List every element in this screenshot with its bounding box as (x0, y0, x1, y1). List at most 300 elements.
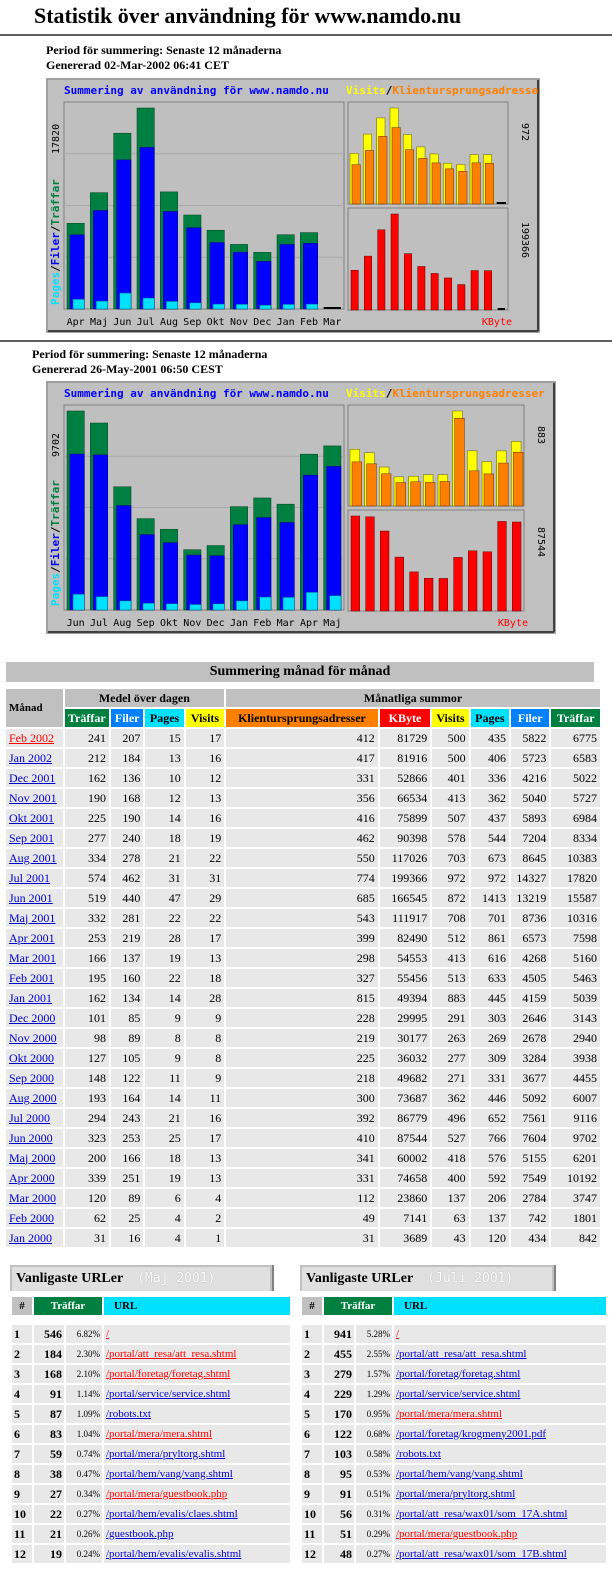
url-link[interactable]: /portal/mera/guestbook.php (106, 1487, 228, 1500)
month-cell (6, 989, 63, 1007)
bar-sites (485, 163, 493, 204)
hits-cell: 91 (34, 1385, 64, 1403)
top-urls-body (12, 1317, 290, 1563)
url-link[interactable]: /portal/hem/vang/vang.shtml (396, 1467, 523, 1480)
top-urls-tab[interactable] (300, 1265, 554, 1291)
bar-files (257, 261, 271, 309)
left-legend (49, 480, 62, 606)
chart-title: Summering av användning för www.namdo.nu (64, 84, 329, 97)
month-cell (6, 789, 63, 807)
table-cell: 331 (226, 1169, 378, 1187)
x-tick-label: Dec (206, 618, 225, 629)
month-link[interactable]: Jan 2002 (9, 750, 52, 765)
col-header-visits: Visits (186, 709, 224, 727)
month-link[interactable]: Dec 2000 (9, 1010, 56, 1025)
url-link[interactable]: /guestbook.php (106, 1527, 174, 1540)
month-link[interactable]: Maj 2001 (9, 910, 56, 925)
percent-cell: 0.68% (356, 1425, 392, 1443)
bar-kbyte (351, 270, 358, 310)
url-link[interactable]: /robots.txt (396, 1447, 441, 1460)
table-cell: 22 (186, 849, 224, 867)
month-link[interactable]: Sep 2000 (9, 1070, 54, 1085)
table-cell: 263 (432, 1029, 468, 1047)
top-urls-title: Vanligaste URLer (16, 1271, 124, 1286)
percent-cell: 0.53% (356, 1465, 392, 1483)
bar-sites (419, 158, 427, 204)
spacer-cell (66, 1317, 102, 1323)
percent-cell: 1.57% (356, 1365, 392, 1383)
bar-pages (213, 304, 224, 309)
table-cell: 18 (145, 829, 183, 847)
month-link[interactable]: Okt 2000 (9, 1050, 54, 1065)
hits-cell: 21 (34, 1525, 64, 1543)
hits-cell: 38 (34, 1465, 64, 1483)
table-cell: 6573 (511, 929, 549, 947)
url-link[interactable]: /portal/hem/vang/vang.shtml (106, 1467, 233, 1480)
table-cell: 30177 (380, 1029, 431, 1047)
bar-sites (405, 150, 413, 204)
table-cell: 500 (432, 749, 468, 767)
hits-cell: 59 (34, 1445, 64, 1463)
visits-max-label: 883 (535, 425, 546, 445)
month-cell (6, 1109, 63, 1127)
url-link[interactable]: /portal/mera/mera.shtml (396, 1407, 502, 1420)
bar-pages (73, 299, 84, 309)
table-row (6, 1129, 600, 1147)
kbyte-max-label: 87544 (535, 526, 546, 558)
table-cell: 55456 (380, 969, 431, 987)
x-tick-label: Dec (253, 317, 272, 328)
table-row (302, 1465, 606, 1483)
spacer-cell (104, 1317, 290, 1323)
table-cell: 18 (145, 1149, 183, 1167)
url-link[interactable]: /portal/foretag/foretag.shtml (106, 1367, 231, 1380)
url-link[interactable]: /portal/mera/guestbook.php (396, 1527, 518, 1540)
url-link[interactable]: /portal/hem/evalis/claes.shtml (106, 1507, 238, 1520)
table-cell: 11 (186, 1089, 224, 1107)
percent-cell: 0.27% (356, 1545, 392, 1563)
spacer-cell (324, 1317, 354, 1323)
table-cell: 28 (186, 989, 224, 1007)
url-link[interactable]: /portal/service/service.shtml (396, 1387, 521, 1400)
bar-pages (190, 303, 201, 309)
table-cell: 36032 (380, 1049, 431, 1067)
col-header-url: URL (104, 1297, 290, 1315)
rank-cell: 7 (302, 1445, 322, 1463)
table-cell: 19 (145, 949, 183, 967)
month-link[interactable]: Okt 2001 (9, 810, 54, 825)
spacer-row (302, 1317, 606, 1323)
hits-cell: 455 (324, 1345, 354, 1363)
month-cell (6, 849, 63, 867)
table-row (6, 1229, 600, 1247)
table-cell: 63 (432, 1209, 468, 1227)
bar-files (93, 210, 107, 309)
table-cell: 300 (226, 1089, 378, 1107)
bar-kbyte (380, 531, 389, 611)
rank-cell: 7 (12, 1445, 32, 1463)
x-tick-label: Apr (66, 317, 85, 328)
percent-cell: 0.27% (66, 1505, 102, 1523)
table-cell: 17 (186, 929, 224, 947)
url-cell (394, 1445, 606, 1463)
url-link[interactable]: / (106, 1327, 110, 1340)
table-cell: 685 (226, 889, 378, 907)
table-row (12, 1425, 290, 1443)
table-cell: 496 (432, 1109, 468, 1127)
group-avg-header: Medel över dagen (65, 689, 225, 707)
url-link[interactable]: /portal/foretag/foretag.shtml (396, 1367, 521, 1380)
table-cell: 4 (145, 1229, 183, 1247)
bar-pages (143, 298, 154, 309)
left-legend-item: Pages (49, 271, 62, 305)
table-cell: 5092 (511, 1089, 549, 1107)
table-cell: 401 (432, 769, 468, 787)
month-link[interactable]: Feb 2001 (9, 970, 54, 985)
generated-line: Genererad 02-Mar-2002 06:41 CET (46, 58, 229, 72)
hits-cell: 27 (34, 1485, 64, 1503)
table-cell: 500 (432, 729, 468, 747)
kbyte-max-label: 199366 (519, 221, 530, 259)
table-cell: 277 (432, 1049, 468, 1067)
table-cell: 31 (226, 1229, 378, 1247)
table-cell: 1413 (471, 889, 509, 907)
table-cell: 13219 (511, 889, 549, 907)
table-cell: 120 (471, 1229, 509, 1247)
url-link[interactable]: /portal/att_resa/wax01/som_17B.shtml (396, 1547, 567, 1560)
table-cell: 31 (186, 869, 224, 887)
month-link[interactable]: Jul 2001 (9, 870, 51, 885)
table-cell: 362 (471, 789, 509, 807)
table-cell: 212 (65, 749, 109, 767)
table-cell: 73687 (380, 1089, 431, 1107)
url-link[interactable]: /portal/att_resa/att_resa.shtml (396, 1347, 527, 1360)
x-tick-label: Feb (299, 317, 319, 328)
bar-files (117, 506, 131, 610)
table-cell: 872 (432, 889, 468, 907)
bar-pages (96, 301, 107, 309)
hits-cell: 19 (34, 1545, 64, 1563)
x-tick-label: Jan (276, 317, 295, 328)
bar-pages (260, 305, 271, 309)
url-link[interactable]: /portal/foretag/krogmeny2001.pdf (396, 1427, 546, 1440)
table-cell: 883 (432, 989, 468, 1007)
url-cell (394, 1545, 606, 1563)
bar-files (233, 252, 247, 309)
table-cell: 66534 (380, 789, 431, 807)
rank-cell: 4 (302, 1385, 322, 1403)
top-urls-tab[interactable] (10, 1265, 272, 1291)
table-row (6, 829, 600, 847)
table-cell: 2 (186, 1209, 224, 1227)
bar-pages (190, 604, 201, 610)
top-urls-period: (Maj 2001) (137, 1271, 216, 1286)
table-cell: 972 (432, 869, 468, 887)
period-line: Period för summering: Senaste 12 månaderna (46, 43, 282, 57)
percent-cell: 2.55% (356, 1345, 392, 1363)
rank-cell: 9 (302, 1485, 322, 1503)
month-cell (6, 769, 63, 787)
hits-cell: 103 (324, 1445, 354, 1463)
table-row (6, 869, 600, 887)
month-link[interactable]: Jun 2001 (9, 890, 53, 905)
month-link[interactable]: Maj 2000 (9, 1150, 56, 1165)
table-row (6, 749, 600, 767)
table-cell: 9 (145, 1049, 183, 1067)
table-cell: 703 (432, 849, 468, 867)
table-row (12, 1365, 290, 1383)
rank-cell: 2 (302, 1345, 322, 1363)
url-link[interactable]: /portal/att_resa/att_resa.shtml (106, 1347, 237, 1360)
table-row (302, 1405, 606, 1423)
month-link[interactable]: Feb 2002 (9, 730, 54, 745)
table-cell: 219 (226, 1029, 378, 1047)
col-header-rank: # (12, 1297, 32, 1315)
page-title: Statistik över användning för www.namdo.nu (34, 3, 462, 28)
x-tick-label: Mar (276, 618, 295, 629)
month-link[interactable]: Dec 2001 (9, 770, 56, 785)
bar-kbyte (351, 516, 360, 611)
month-link[interactable]: Mar 2000 (9, 1190, 56, 1205)
col-header-files: Filer (511, 709, 549, 727)
col-header-visits: Visits (432, 709, 468, 727)
legend-separator: / (385, 84, 393, 97)
month-link[interactable]: Jan 2001 (9, 990, 52, 1005)
table-cell: 21 (145, 1109, 183, 1127)
col-month-header: Månad (6, 689, 63, 727)
url-link[interactable]: /portal/mera/mera.shtml (106, 1427, 212, 1440)
bar-sites (440, 481, 450, 506)
table-cell: 219 (111, 929, 143, 947)
table-row (6, 1069, 600, 1087)
percent-cell: 0.47% (66, 1465, 102, 1483)
table-cell: 410 (226, 1129, 378, 1147)
x-tick-label: Jun (66, 618, 85, 629)
top-urls-title: Vanligaste URLer (306, 1271, 414, 1286)
month-link[interactable]: Nov 2001 (9, 790, 57, 805)
table-cell: 17820 (551, 869, 600, 887)
left-max-label: 17820 (51, 123, 62, 154)
table-cell: 6007 (551, 1089, 600, 1107)
url-cell (104, 1385, 290, 1403)
url-cell (394, 1405, 606, 1423)
month-cell (6, 1149, 63, 1167)
bar-kbyte (410, 572, 419, 611)
bar-pages (260, 597, 271, 610)
table-cell: 25 (111, 1209, 143, 1227)
month-link[interactable]: Sep 2001 (9, 830, 54, 845)
table-cell: 98 (65, 1029, 109, 1047)
col-header-pages: Pages (145, 709, 183, 727)
month-link[interactable]: Nov 2000 (9, 1030, 57, 1045)
bar-kbyte (366, 517, 375, 611)
table-cell: 127 (65, 1049, 109, 1067)
table-cell: 291 (432, 1009, 468, 1027)
table-row (12, 1465, 290, 1483)
table-cell: 9116 (551, 1109, 600, 1127)
month-link[interactable]: Feb 2000 (9, 1210, 54, 1225)
bar-files (93, 455, 107, 610)
bar-sites (381, 474, 391, 506)
url-link[interactable]: /robots.txt (106, 1407, 151, 1420)
table-cell: 406 (471, 749, 509, 767)
month-link[interactable]: Jan 2000 (9, 1230, 52, 1245)
table-row (6, 989, 600, 1007)
url-cell (104, 1405, 290, 1423)
table-row (6, 969, 600, 987)
table-cell: 43 (432, 1229, 468, 1247)
bar-sites (365, 150, 373, 204)
table-cell: 60002 (380, 1149, 431, 1167)
month-link[interactable]: Mar 2001 (9, 950, 56, 965)
left-legend-item: Träffar (49, 480, 62, 527)
table-cell: 281 (111, 909, 143, 927)
percent-cell: 2.10% (66, 1365, 102, 1383)
table-cell: 701 (471, 909, 509, 927)
month-link[interactable]: Aug 2001 (9, 850, 57, 865)
url-link[interactable]: / (396, 1327, 400, 1340)
table-cell: 19 (186, 829, 224, 847)
table-cell: 418 (432, 1149, 468, 1167)
table-cell: 5727 (551, 789, 600, 807)
table-cell: 578 (432, 829, 468, 847)
table-cell: 5822 (511, 729, 549, 747)
table-cell: 362 (432, 1089, 468, 1107)
month-link[interactable]: Apr 2000 (9, 1170, 55, 1185)
table-cell: 13 (145, 749, 183, 767)
url-link[interactable]: /portal/att_resa/wax01/som_17A.shtml (396, 1507, 568, 1520)
percent-cell: 0.26% (66, 1525, 102, 1543)
table-cell: 218 (226, 1069, 378, 1087)
table-cell: 3747 (551, 1189, 600, 1207)
spacer-row (12, 1317, 290, 1323)
col-header-url: URL (394, 1297, 606, 1315)
table-cell: 544 (471, 829, 509, 847)
url-cell (104, 1325, 290, 1343)
table-cell: 972 (471, 869, 509, 887)
month-cell (6, 1189, 63, 1207)
hits-cell: 546 (34, 1325, 64, 1343)
table-row (302, 1485, 606, 1503)
percent-cell: 2.30% (66, 1345, 102, 1363)
left-legend-item: Filer (49, 232, 62, 266)
table-cell: 199366 (380, 869, 431, 887)
table-row (302, 1345, 606, 1363)
bar-kbyte (395, 557, 404, 611)
chart-legend (346, 84, 540, 97)
url-cell (104, 1465, 290, 1483)
bar-pages (73, 594, 84, 610)
url-link[interactable]: /portal/service/service.shtml (106, 1387, 231, 1400)
table-cell: 3677 (511, 1069, 549, 1087)
table-cell: 5039 (551, 989, 600, 1007)
table-cell: 309 (471, 1049, 509, 1067)
bar-pages (166, 604, 177, 610)
divider (0, 34, 612, 36)
bar-sites (432, 163, 440, 204)
table-cell: 5463 (551, 969, 600, 987)
col-header-sites: Klientursprungsadresser (226, 709, 378, 727)
bar-files (210, 243, 224, 309)
monthly-summary-table (4, 687, 602, 1249)
table-cell: 22 (145, 969, 183, 987)
month-link[interactable]: Jul 2000 (9, 1110, 51, 1125)
table-row (6, 889, 600, 907)
percent-cell: 6.82% (66, 1325, 102, 1343)
usage-chart (46, 381, 556, 639)
bar-kbyte (364, 256, 371, 310)
bar-kbyte (404, 254, 411, 310)
bar-files (163, 211, 177, 309)
bar-files (163, 543, 177, 610)
table-cell: 16 (111, 1229, 143, 1247)
month-cell (6, 1229, 63, 1247)
bar-sites (513, 452, 523, 506)
month-link[interactable]: Apr 2001 (9, 930, 55, 945)
table-cell: 190 (111, 809, 143, 827)
month-cell (6, 1129, 63, 1147)
table-cell: 137 (111, 949, 143, 967)
top-urls-period: (Juli 2001) (427, 1271, 514, 1286)
table-row (6, 729, 600, 747)
period-line: Period för summering: Senaste 12 månaderna (32, 347, 268, 361)
x-tick-label: Aug (113, 618, 132, 629)
table-cell: 339 (65, 1169, 109, 1187)
table-cell: 766 (471, 1129, 509, 1147)
table-cell: 7204 (511, 829, 549, 847)
table-cell: 437 (471, 809, 509, 827)
bar-sites (459, 171, 467, 204)
table-cell: 277 (65, 829, 109, 847)
table-cell: 6 (145, 1189, 183, 1207)
rank-cell: 1 (302, 1325, 322, 1343)
table-cell: 62 (65, 1209, 109, 1227)
table-cell: 162 (65, 989, 109, 1007)
rank-cell: 4 (12, 1385, 32, 1403)
bar-sites (469, 471, 479, 506)
rank-cell: 3 (302, 1365, 322, 1383)
col-header-rank: # (302, 1297, 322, 1315)
table-cell: 122 (111, 1069, 143, 1087)
table-cell: 253 (111, 1129, 143, 1147)
table-cell: 271 (432, 1069, 468, 1087)
url-link[interactable]: /portal/mera/pryltorg.shtml (396, 1487, 516, 1500)
left-legend-item: Pages (49, 572, 62, 606)
hits-cell: 184 (34, 1345, 64, 1363)
table-cell: 12 (186, 769, 224, 787)
table-cell: 708 (432, 909, 468, 927)
x-tick-label: Okt (206, 317, 225, 328)
url-cell (104, 1525, 290, 1543)
table-cell: 17 (186, 1129, 224, 1147)
table-cell: 10383 (551, 849, 600, 867)
url-link[interactable]: /portal/hem/evalis/evalis.shtml (106, 1547, 242, 1560)
url-link[interactable]: /portal/mera/pryltorg.shtml (106, 1447, 226, 1460)
table-cell: 49682 (380, 1069, 431, 1087)
hits-cell: 22 (34, 1505, 64, 1523)
chart-legend (346, 387, 545, 400)
month-link[interactable]: Aug 2000 (9, 1090, 57, 1105)
month-link[interactable]: Jun 2000 (9, 1130, 53, 1145)
rank-cell: 2 (12, 1345, 32, 1363)
table-cell: 815 (226, 989, 378, 1007)
table-cell: 7549 (511, 1169, 549, 1187)
bar-sites (392, 128, 400, 204)
x-tick-label: Jun (113, 317, 132, 328)
bar-files (303, 475, 317, 610)
url-cell (394, 1505, 606, 1523)
table-cell: 206 (471, 1189, 509, 1207)
